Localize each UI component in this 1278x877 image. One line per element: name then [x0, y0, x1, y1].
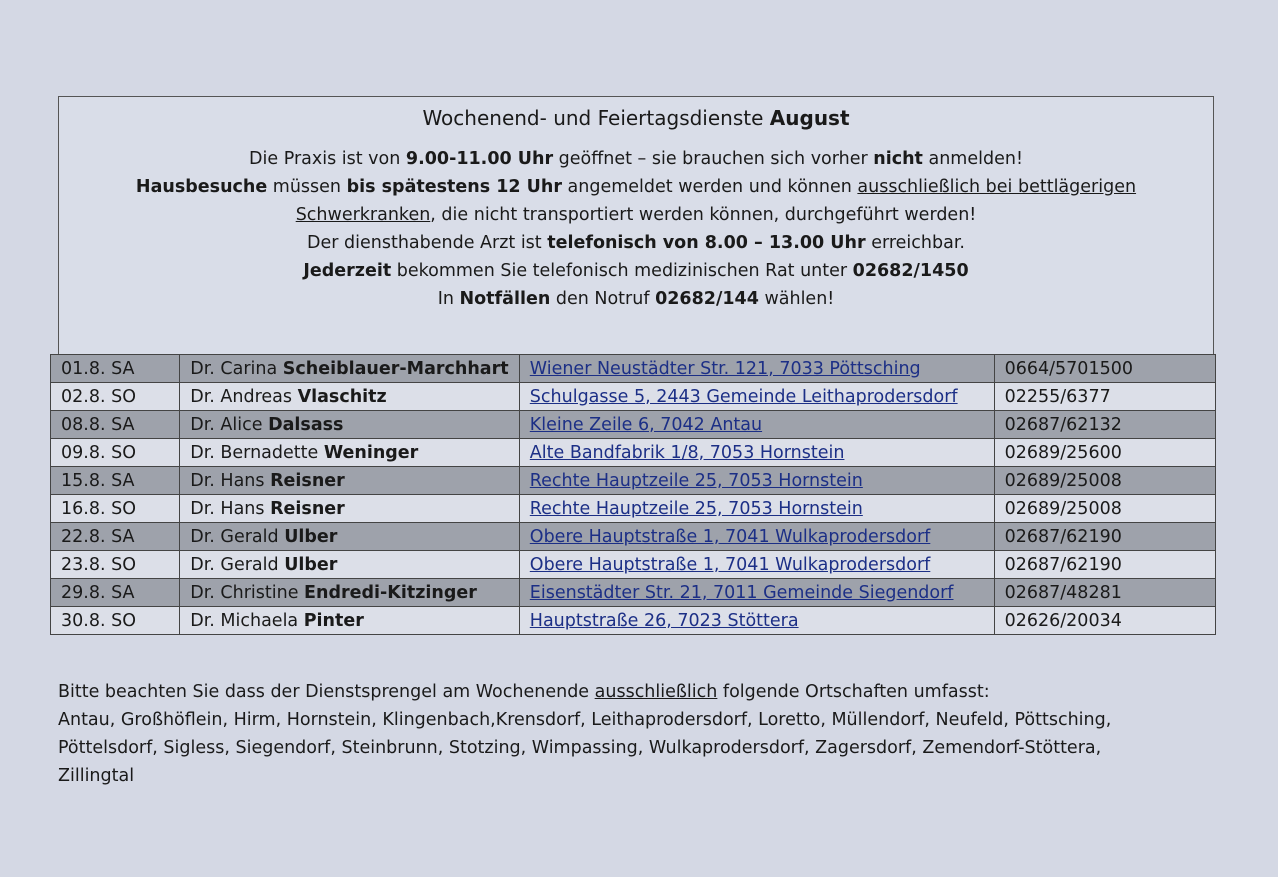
- house-calls-line: Hausbesuche müssen bis spätestens 12 Uhr angemeldet werden und können ausschließlich bei bettlägerigen: [135, 177, 1137, 197]
- address-cell: [519, 551, 994, 579]
- address-link[interactable]: Rechte Hauptzeile 25, 7053 Hornstein: [529, 498, 863, 519]
- header-box: [58, 96, 1214, 356]
- footer-note: [58, 678, 1248, 790]
- table-row: [51, 607, 1216, 635]
- address-cell: [519, 579, 994, 607]
- address-link[interactable]: Kleine Zeile 6, 7042 Antau: [529, 414, 763, 435]
- date-cell: 15.8. SA: [51, 467, 180, 495]
- intro-text: [59, 145, 1213, 313]
- table-row: [51, 551, 1216, 579]
- emergency-line: In Notfällen den Notruf 02682/144 wählen!: [437, 289, 835, 309]
- table-row: [51, 411, 1216, 439]
- address-link[interactable]: Schulgasse 5, 2443 Gemeinde Leithaprodersdorf: [529, 386, 958, 407]
- doctor-cell: Dr. Michaela Pinter: [180, 607, 520, 635]
- table-row: [51, 495, 1216, 523]
- doctor-cell: Dr. Christine Endredi-Kitzinger: [180, 579, 520, 607]
- doctor-cell: Dr. Carina Scheiblauer-Marchhart: [180, 355, 520, 383]
- address-link[interactable]: Wiener Neustädter Str. 121, 7033 Pöttsching: [529, 358, 921, 379]
- table-row: [51, 523, 1216, 551]
- date-cell: 29.8. SA: [51, 579, 180, 607]
- address-link[interactable]: Eisenstädter Str. 21, 7011 Gemeinde Siegendorf: [529, 582, 954, 603]
- doctor-cell: Dr. Bernadette Weninger: [180, 439, 520, 467]
- table-row: [51, 439, 1216, 467]
- address-cell: [519, 439, 994, 467]
- phone-cell: 02689/25008: [994, 495, 1215, 523]
- phone-cell: 02689/25600: [994, 439, 1215, 467]
- table-row: [51, 355, 1216, 383]
- address-link[interactable]: Hauptstraße 26, 7023 Stöttera: [529, 610, 799, 631]
- doctor-cell: Dr. Gerald Ulber: [180, 523, 520, 551]
- address-link[interactable]: Alte Bandfabrik 1/8, 7053 Hornstein: [529, 442, 845, 463]
- address-link[interactable]: Obere Hauptstraße 1, 7041 Wulkaprodersdorf: [529, 526, 931, 547]
- page-title: Wochenend- und Feiertagsdienste August: [422, 106, 850, 130]
- address-link[interactable]: Obere Hauptstraße 1, 7041 Wulkaprodersdorf: [529, 554, 931, 575]
- date-cell: 22.8. SA: [51, 523, 180, 551]
- address-cell: [519, 355, 994, 383]
- doctor-cell: Dr. Hans Reisner: [180, 467, 520, 495]
- phone-cell: 02687/62190: [994, 523, 1215, 551]
- address-cell: [519, 523, 994, 551]
- medical-advice-line: Jederzeit bekommen Sie telefonisch medizinischen Rat unter 02682/1450: [303, 261, 969, 281]
- date-cell: 09.8. SO: [51, 439, 180, 467]
- table-row: [51, 467, 1216, 495]
- table-row: [51, 383, 1216, 411]
- doctor-cell: Dr. Alice Dalsass: [180, 411, 520, 439]
- date-cell: 02.8. SO: [51, 383, 180, 411]
- date-cell: 01.8. SA: [51, 355, 180, 383]
- phone-hours-line: Der diensthabende Arzt ist telefonisch von 8.00 – 13.00 Uhr erreichbar.: [307, 233, 965, 253]
- phone-cell: 0664/5701500: [994, 355, 1215, 383]
- address-cell: [519, 383, 994, 411]
- date-cell: 16.8. SO: [51, 495, 180, 523]
- opening-hours-line: Die Praxis ist von 9.00-11.00 Uhr geöffnet – sie brauchen sich vorher nicht anmelden!: [249, 149, 1023, 169]
- footer-line-2: Antau, Großhöflein, Hirm, Hornstein, Klingenbach,Krensdorf, Leithaprodersdorf, Loretto, Müllendorf, Neufeld, Pöttsching,: [58, 710, 1112, 730]
- table-row: [51, 579, 1216, 607]
- duty-schedule-table: [50, 354, 1216, 635]
- footer-line-1: Bitte beachten Sie dass der Dienstsprengel am Wochenende ausschließlich folgende Ortschaften umfasst:: [58, 682, 990, 702]
- phone-cell: 02626/20034: [994, 607, 1215, 635]
- address-cell: [519, 495, 994, 523]
- date-cell: 23.8. SO: [51, 551, 180, 579]
- address-cell: [519, 607, 994, 635]
- address-link[interactable]: Rechte Hauptzeile 25, 7053 Hornstein: [529, 470, 863, 491]
- doctor-cell: Dr. Hans Reisner: [180, 495, 520, 523]
- house-calls-line-2: Schwerkranken, die nicht transportiert werden können, durchgeführt werden!: [295, 205, 977, 225]
- doctor-cell: Dr. Gerald Ulber: [180, 551, 520, 579]
- doctor-cell: Dr. Andreas Vlaschitz: [180, 383, 520, 411]
- footer-line-4: Zillingtal: [58, 766, 135, 786]
- date-cell: 30.8. SO: [51, 607, 180, 635]
- date-cell: 08.8. SA: [51, 411, 180, 439]
- address-cell: [519, 467, 994, 495]
- phone-cell: 02255/6377: [994, 383, 1215, 411]
- phone-cell: 02687/62132: [994, 411, 1215, 439]
- phone-cell: 02687/48281: [994, 579, 1215, 607]
- phone-cell: 02687/62190: [994, 551, 1215, 579]
- phone-cell: 02689/25008: [994, 467, 1215, 495]
- address-cell: [519, 411, 994, 439]
- footer-line-3: Pöttelsdorf, Sigless, Siegendorf, Steinbrunn, Stotzing, Wimpassing, Wulkaprodersdorf, Zagersdorf, Zemendorf-Stöttera,: [58, 738, 1102, 758]
